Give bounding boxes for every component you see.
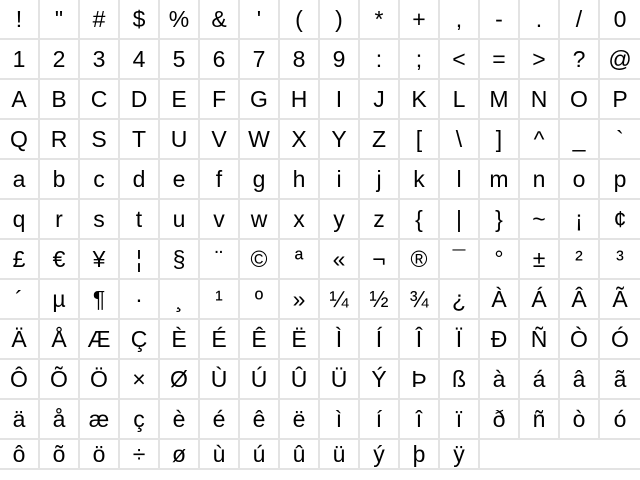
glyph-cell[interactable]: Ã [600, 280, 640, 320]
glyph-cell[interactable]: 2 [40, 40, 80, 80]
glyph-cell[interactable]: # [80, 0, 120, 40]
glyph-cell[interactable]: ñ [520, 400, 560, 440]
glyph-cell[interactable]: Ý [360, 360, 400, 400]
glyph-cell[interactable]: · [120, 280, 160, 320]
glyph-cell[interactable]: õ [40, 440, 80, 470]
glyph-cell[interactable]: ª [280, 240, 320, 280]
glyph-cell[interactable]: í [360, 400, 400, 440]
glyph-cell[interactable]: 9 [320, 40, 360, 80]
glyph-cell[interactable]: ² [560, 240, 600, 280]
glyph-cell[interactable]: Y [320, 120, 360, 160]
glyph-cell[interactable]: r [40, 200, 80, 240]
glyph-cell[interactable]: % [160, 0, 200, 40]
glyph-cell[interactable]: ø [160, 440, 200, 470]
glyph-cell[interactable]: ] [480, 120, 520, 160]
glyph-cell[interactable]: m [480, 160, 520, 200]
glyph-cell[interactable]: E [160, 80, 200, 120]
glyph-cell[interactable]: ÿ [440, 440, 480, 470]
glyph-cell[interactable]: X [280, 120, 320, 160]
glyph-cell[interactable]: Á [520, 280, 560, 320]
glyph-cell[interactable]: ä [0, 400, 40, 440]
glyph-cell[interactable]: z [360, 200, 400, 240]
glyph-cell[interactable]: j [360, 160, 400, 200]
glyph-cell[interactable]: ê [240, 400, 280, 440]
glyph-cell[interactable]: W [240, 120, 280, 160]
glyph-cell[interactable]: q [0, 200, 40, 240]
glyph-cell[interactable]: 7 [240, 40, 280, 80]
glyph-cell[interactable]: & [200, 0, 240, 40]
glyph-cell[interactable]: Ä [0, 320, 40, 360]
glyph-cell[interactable]: b [40, 160, 80, 200]
glyph-cell[interactable]: G [240, 80, 280, 120]
glyph-cell[interactable]: × [120, 360, 160, 400]
glyph-cell[interactable]: s [80, 200, 120, 240]
glyph-cell[interactable]: " [40, 0, 80, 40]
glyph-cell[interactable]: à [480, 360, 520, 400]
glyph-cell[interactable]: á [520, 360, 560, 400]
glyph-cell[interactable]: ( [280, 0, 320, 40]
glyph-cell[interactable]: Q [0, 120, 40, 160]
glyph-cell[interactable]: Þ [400, 360, 440, 400]
glyph-cell[interactable]: N [520, 80, 560, 120]
glyph-cell[interactable]: O [560, 80, 600, 120]
glyph-cell[interactable]: Ö [80, 360, 120, 400]
glyph-cell[interactable]: - [480, 0, 520, 40]
glyph-cell[interactable]: C [80, 80, 120, 120]
glyph-cell[interactable]: Ó [600, 320, 640, 360]
glyph-cell[interactable]: F [200, 80, 240, 120]
glyph-cell[interactable]: « [320, 240, 360, 280]
glyph-cell[interactable]: e [160, 160, 200, 200]
glyph-cell[interactable]: £ [0, 240, 40, 280]
glyph-cell[interactable]: ? [560, 40, 600, 80]
glyph-cell[interactable]: / [560, 0, 600, 40]
glyph-cell[interactable]: ó [600, 400, 640, 440]
glyph-cell[interactable]: 5 [160, 40, 200, 80]
glyph-cell[interactable]: + [400, 0, 440, 40]
glyph-cell[interactable]: ì [320, 400, 360, 440]
glyph-cell[interactable]: ½ [360, 280, 400, 320]
glyph-cell[interactable]: D [120, 80, 160, 120]
glyph-cell[interactable]: * [360, 0, 400, 40]
glyph-cell[interactable]: ÷ [120, 440, 160, 470]
glyph-cell[interactable]: a [0, 160, 40, 200]
glyph-cell[interactable]: î [400, 400, 440, 440]
glyph-cell[interactable]: Â [560, 280, 600, 320]
glyph-row [0, 160, 640, 200]
glyph-cell[interactable]: ; [400, 40, 440, 80]
glyph-cell[interactable]: Ê [240, 320, 280, 360]
glyph-row [0, 280, 640, 320]
glyph-cell[interactable]: Å [40, 320, 80, 360]
glyph-cell[interactable]: ® [400, 240, 440, 280]
glyph-cell[interactable]: € [40, 240, 80, 280]
glyph-cell[interactable]: x [280, 200, 320, 240]
glyph-cell[interactable]: y [320, 200, 360, 240]
glyph-cell[interactable]: g [240, 160, 280, 200]
glyph-cell[interactable]: S [80, 120, 120, 160]
glyph-cell[interactable]: ~ [520, 200, 560, 240]
glyph-cell[interactable]: d [120, 160, 160, 200]
glyph-cell[interactable]: å [40, 400, 80, 440]
glyph-cell[interactable]: É [200, 320, 240, 360]
glyph-cell[interactable]: » [280, 280, 320, 320]
glyph-cell[interactable]: ö [80, 440, 120, 470]
glyph-cell[interactable]: Ù [200, 360, 240, 400]
glyph-cell[interactable]: ë [280, 400, 320, 440]
glyph-cell[interactable]: [ [400, 120, 440, 160]
glyph-cell[interactable]: ¡ [560, 200, 600, 240]
glyph-cell[interactable]: @ [600, 40, 640, 80]
glyph-cell[interactable]: ß [440, 360, 480, 400]
glyph-row [0, 320, 640, 360]
glyph-cell[interactable]: . [520, 0, 560, 40]
glyph-row [0, 400, 640, 440]
glyph-row [0, 40, 640, 80]
glyph-cell[interactable]: ô [0, 440, 40, 470]
glyph-row [0, 0, 640, 40]
glyph-row [0, 200, 640, 240]
glyph-cell[interactable]: È [160, 320, 200, 360]
glyph-cell[interactable]: | [440, 200, 480, 240]
glyph-cell[interactable]: n [520, 160, 560, 200]
glyph-cell[interactable]: R [40, 120, 80, 160]
empty-area [480, 440, 640, 470]
glyph-cell[interactable]: ï [440, 400, 480, 440]
glyph-cell[interactable]: I [320, 80, 360, 120]
glyph-cell[interactable]: Î [400, 320, 440, 360]
glyph-cell[interactable]: V [200, 120, 240, 160]
glyph-cell[interactable]: > [520, 40, 560, 80]
glyph-row [0, 440, 640, 470]
glyph-row [0, 240, 640, 280]
glyph-cell[interactable]: Ú [240, 360, 280, 400]
glyph-cell[interactable]: _ [560, 120, 600, 160]
glyph-cell[interactable]: J [360, 80, 400, 120]
glyph-cell[interactable]: ü [320, 440, 360, 470]
glyph-cell[interactable]: ò [560, 400, 600, 440]
glyph-cell[interactable]: º [240, 280, 280, 320]
glyph-cell[interactable]: Æ [80, 320, 120, 360]
glyph-cell[interactable]: v [200, 200, 240, 240]
glyph-cell[interactable]: A [0, 80, 40, 120]
glyph-cell[interactable]: ¾ [400, 280, 440, 320]
glyph-cell[interactable]: < [440, 40, 480, 80]
glyph-cell[interactable]: Ï [440, 320, 480, 360]
glyph-cell[interactable]: h [280, 160, 320, 200]
glyph-cell[interactable]: Ô [0, 360, 40, 400]
glyph-cell[interactable]: û [280, 440, 320, 470]
glyph-cell[interactable]: ) [320, 0, 360, 40]
glyph-cell[interactable]: ù [200, 440, 240, 470]
glyph-cell[interactable]: 3 [80, 40, 120, 80]
glyph-cell[interactable]: ý [360, 440, 400, 470]
glyph-cell[interactable]: P [600, 80, 640, 120]
glyph-cell[interactable]: ^ [520, 120, 560, 160]
glyph-cell[interactable]: 1 [0, 40, 40, 80]
glyph-cell[interactable]: p [600, 160, 640, 200]
glyph-cell[interactable]: 6 [200, 40, 240, 80]
glyph-cell[interactable]: 0 [600, 0, 640, 40]
glyph-cell[interactable]: Ò [560, 320, 600, 360]
glyph-cell[interactable]: ð [480, 400, 520, 440]
glyph-cell[interactable]: H [280, 80, 320, 120]
glyph-cell[interactable]: : [360, 40, 400, 80]
glyph-cell[interactable]: æ [80, 400, 120, 440]
glyph-cell[interactable]: § [160, 240, 200, 280]
glyph-cell[interactable]: B [40, 80, 80, 120]
glyph-cell[interactable]: Ç [120, 320, 160, 360]
glyph-cell[interactable]: ú [240, 440, 280, 470]
glyph-cell[interactable]: ¹ [200, 280, 240, 320]
glyph-cell[interactable]: è [160, 400, 200, 440]
glyph-cell[interactable]: $ [120, 0, 160, 40]
glyph-cell[interactable]: ' [240, 0, 280, 40]
glyph-cell[interactable]: = [480, 40, 520, 80]
glyph-row [0, 80, 640, 120]
glyph-cell[interactable]: ã [600, 360, 640, 400]
glyph-cell[interactable]: Í [360, 320, 400, 360]
glyph-cell[interactable]: ± [520, 240, 560, 280]
glyph-cell[interactable]: { [400, 200, 440, 240]
glyph-cell[interactable]: Ñ [520, 320, 560, 360]
glyph-cell[interactable]: © [240, 240, 280, 280]
glyph-cell[interactable]: ¿ [440, 280, 480, 320]
glyph-cell[interactable]: ´ [0, 280, 40, 320]
glyph-cell[interactable]: Z [360, 120, 400, 160]
glyph-cell[interactable]: Û [280, 360, 320, 400]
glyph-cell[interactable]: t [120, 200, 160, 240]
glyph-cell[interactable]: ¥ [80, 240, 120, 280]
glyph-cell[interactable]: ! [0, 0, 40, 40]
glyph-cell[interactable]: Ì [320, 320, 360, 360]
glyph-cell[interactable]: , [440, 0, 480, 40]
glyph-cell[interactable]: ¸ [160, 280, 200, 320]
glyph-cell[interactable]: é [200, 400, 240, 440]
glyph-cell[interactable]: \ [440, 120, 480, 160]
glyph-cell[interactable]: ³ [600, 240, 640, 280]
glyph-cell[interactable]: k [400, 160, 440, 200]
glyph-cell[interactable]: Ð [480, 320, 520, 360]
glyph-cell[interactable]: ° [480, 240, 520, 280]
glyph-cell[interactable]: } [480, 200, 520, 240]
glyph-cell[interactable]: ¢ [600, 200, 640, 240]
glyph-cell[interactable]: 4 [120, 40, 160, 80]
glyph-cell[interactable]: w [240, 200, 280, 240]
glyph-cell[interactable]: u [160, 200, 200, 240]
glyph-cell[interactable]: ¯ [440, 240, 480, 280]
glyph-cell[interactable]: ¦ [120, 240, 160, 280]
glyph-cell[interactable]: ` [600, 120, 640, 160]
glyph-cell[interactable]: Ü [320, 360, 360, 400]
glyph-cell[interactable]: c [80, 160, 120, 200]
glyph-cell[interactable]: ¬ [360, 240, 400, 280]
glyph-row [0, 360, 640, 400]
glyph-cell[interactable]: i [320, 160, 360, 200]
glyph-cell[interactable]: o [560, 160, 600, 200]
glyph-cell[interactable]: K [400, 80, 440, 120]
glyph-cell[interactable]: µ [40, 280, 80, 320]
glyph-cell[interactable]: ¼ [320, 280, 360, 320]
glyph-cell[interactable]: T [120, 120, 160, 160]
glyph-cell[interactable]: ç [120, 400, 160, 440]
glyph-cell[interactable]: U [160, 120, 200, 160]
glyph-cell[interactable]: Ø [160, 360, 200, 400]
glyph-cell[interactable]: l [440, 160, 480, 200]
glyph-cell[interactable]: þ [400, 440, 440, 470]
glyph-cell[interactable]: ¨ [200, 240, 240, 280]
glyph-cell[interactable]: Ë [280, 320, 320, 360]
glyph-cell[interactable]: ¶ [80, 280, 120, 320]
glyph-cell[interactable]: L [440, 80, 480, 120]
glyph-cell[interactable]: 8 [280, 40, 320, 80]
glyph-cell[interactable]: Õ [40, 360, 80, 400]
glyph-cell[interactable]: M [480, 80, 520, 120]
glyph-cell[interactable]: À [480, 280, 520, 320]
glyph-row [0, 120, 640, 160]
glyph-cell[interactable]: â [560, 360, 600, 400]
glyph-cell[interactable]: f [200, 160, 240, 200]
